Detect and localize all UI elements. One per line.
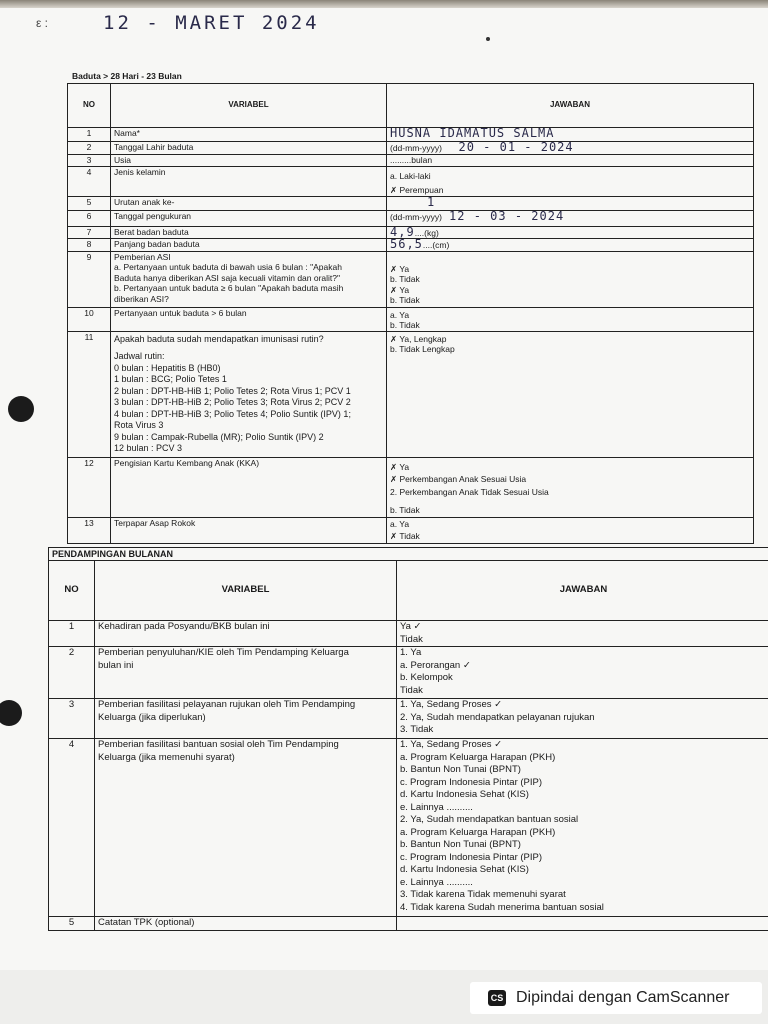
answer-option: a. Ya bbox=[390, 518, 410, 529]
answer-option: b. Tidak bbox=[390, 320, 420, 330]
answer-option: a. Program Keluarga Harapan (PKH) bbox=[400, 826, 556, 838]
question-text: Pemberian penyuluhan/KIE oleh Tim Pendamping Keluarga bbox=[98, 647, 349, 658]
row-no: 5 bbox=[49, 917, 95, 931]
row-no: 6 bbox=[68, 210, 111, 226]
schedule-title: Jadwal rutin: bbox=[114, 351, 165, 361]
answer-format: (dd-mm-yyyy) bbox=[390, 211, 442, 222]
answer-option: ✗ Ya, Lengkap bbox=[390, 333, 447, 344]
question-text: diberikan ASI? bbox=[114, 293, 169, 304]
schedule-line: 2 bulan : DPT-HB-HiB 1; Polio Tetes 2; Rota Virus 1; PCV 1 bbox=[114, 385, 351, 396]
answer-option: b. Kelompok bbox=[400, 672, 453, 683]
answer-option: b. Bantun Non Tunai (BPNT) bbox=[400, 764, 521, 775]
row-variabel: Berat badan baduta bbox=[111, 226, 387, 239]
answer-option: d. Kartu Indonesia Sehat (KIS) bbox=[400, 789, 529, 800]
answer-option: b. Tidak Lengkap bbox=[390, 344, 455, 354]
question-text: a. Pertanyaan untuk baduta di bawah usia 6 bulan : "Apakah bbox=[114, 262, 342, 272]
question-text: bulan ini bbox=[98, 659, 134, 671]
header-variabel: VARIABEL bbox=[111, 84, 387, 128]
row-no: 1 bbox=[49, 621, 95, 647]
row-no: 3 bbox=[49, 699, 95, 739]
answer-option: a. Perorangan ✓ bbox=[400, 659, 471, 671]
corner-marks: ε : bbox=[36, 16, 49, 30]
row-variabel: Usia bbox=[111, 154, 387, 166]
row-jawaban bbox=[397, 621, 768, 647]
answer-unit: ....(kg) bbox=[414, 227, 439, 238]
answer-option: ✗ Perkembangan Anak Sesuai Usia bbox=[390, 474, 527, 484]
row-jawaban bbox=[387, 166, 754, 196]
row-no: 9 bbox=[68, 251, 111, 307]
question-text: Apakah baduta sudah mendapatkan imunisasi rutin? bbox=[114, 333, 324, 344]
row-no: 11 bbox=[68, 331, 111, 457]
row-jawaban bbox=[387, 307, 754, 331]
ink-dot bbox=[486, 37, 490, 41]
answer-option: a. Program Keluarga Harapan (PKH) bbox=[400, 751, 556, 763]
row-variabel bbox=[111, 331, 387, 457]
row-variabel bbox=[111, 251, 387, 307]
row-jawaban bbox=[387, 251, 754, 307]
answer-option: ✗ Perempuan bbox=[390, 185, 444, 195]
question-text: b. Pertanyaan untuk baduta ≥ 6 bulan "Apakah baduta masih bbox=[114, 283, 344, 293]
punch-hole bbox=[8, 396, 34, 422]
answer-option: ✗ Ya bbox=[390, 284, 410, 295]
schedule-line: 12 bulan : PCV 3 bbox=[114, 443, 183, 453]
row-variabel bbox=[95, 699, 397, 739]
answer-format: (dd-mm-yyyy) bbox=[390, 143, 442, 153]
answer-option: ✗ Ya bbox=[390, 461, 410, 472]
header-jawaban: JAWABAN bbox=[387, 84, 754, 128]
answer-option: c. Program Indonesia Pintar (PIP) bbox=[400, 776, 543, 788]
answer-option: b. Tidak bbox=[390, 274, 420, 284]
row-jawaban bbox=[387, 239, 754, 252]
row-jawaban bbox=[387, 196, 754, 210]
row-jawaban bbox=[387, 142, 754, 155]
pendampingan-table bbox=[48, 547, 768, 931]
schedule-line: 0 bulan : Hepatitis B (HB0) bbox=[114, 362, 221, 373]
question-text: Pemberian fasilitasi bantuan sosial oleh Tim Pendamping bbox=[98, 739, 339, 750]
answer-option: 2. Ya, Sudah mendapatkan bantuan sosial bbox=[400, 814, 579, 825]
handwritten-answer: 12 - 03 - 2024 bbox=[449, 210, 565, 223]
row-variabel: Jenis kelamin bbox=[111, 166, 387, 196]
answer-option: e. Lainnya .......... bbox=[400, 876, 473, 888]
baduta-table bbox=[67, 83, 754, 544]
row-no: 12 bbox=[68, 457, 111, 517]
answer-option: a. Laki-laki bbox=[390, 170, 431, 181]
row-no: 3 bbox=[68, 154, 111, 166]
header-jawaban: JAWABAN bbox=[397, 561, 768, 621]
answer-option: b. Bantun Non Tunai (BPNT) bbox=[400, 839, 521, 850]
row-variabel: Kehadiran pada Posyandu/BKB bulan ini bbox=[95, 621, 397, 647]
row-variabel: Catatan TPK (optional) bbox=[95, 917, 397, 931]
answer-option: e. Lainnya .......... bbox=[400, 801, 473, 813]
row-jawaban bbox=[387, 226, 754, 239]
schedule-line: 9 bulan : Campak-Rubella (MR); Polio Suntik (IPV) 2 bbox=[114, 431, 324, 442]
answer-option: Ya ✓ bbox=[400, 621, 422, 632]
row-no: 8 bbox=[68, 239, 111, 252]
answer-option: d. Kartu Indonesia Sehat (KIS) bbox=[400, 864, 529, 875]
handwritten-answer: 20 - 01 - 2024 bbox=[458, 141, 574, 154]
answer-option: 2. Ya, Sudah mendapatkan pelayanan rujukan bbox=[400, 711, 595, 723]
row-no: 4 bbox=[68, 166, 111, 196]
question-text: Keluarga (jika memenuhi syarat) bbox=[98, 751, 235, 763]
answer-option: 4. Tidak karena Sudah menerima bantuan sosial bbox=[400, 901, 604, 913]
answer-option: b. Tidak bbox=[390, 505, 420, 515]
row-jawaban bbox=[397, 917, 768, 931]
row-variabel bbox=[95, 647, 397, 699]
row-no: 4 bbox=[49, 739, 95, 917]
row-variabel: Tanggal pengukuran bbox=[111, 210, 387, 226]
answer-option: 1. Ya, Sedang Proses ✓ bbox=[400, 739, 503, 750]
row-no: 7 bbox=[68, 226, 111, 239]
answer-option: Tidak bbox=[400, 633, 423, 645]
camscanner-watermark bbox=[470, 982, 762, 1014]
row-variabel: Tanggal Lahir baduta bbox=[111, 142, 387, 155]
question-text: Keluarga (jika diperlukan) bbox=[98, 711, 206, 723]
schedule-line: 4 bulan : DPT-HB-HiB 3; Polio Tetes 4; Polio Suntik (IPV) 1; bbox=[114, 408, 351, 419]
row-jawaban: .........bulan bbox=[387, 154, 754, 166]
row-no: 1 bbox=[68, 128, 111, 142]
row-variabel: Pertanyaan untuk baduta > 6 bulan bbox=[111, 307, 387, 331]
question-text: Pemberian ASI bbox=[114, 251, 171, 262]
camscanner-text: Dipindai dengan CamScanner bbox=[516, 989, 730, 1006]
row-variabel: Panjang badan baduta bbox=[111, 239, 387, 252]
row-jawaban bbox=[387, 128, 754, 142]
schedule-line: 1 bulan : BCG; Polio Tetes 1 bbox=[114, 374, 227, 384]
answer-option: c. Program Indonesia Pintar (PIP) bbox=[400, 851, 543, 863]
answer-option: Tidak bbox=[400, 684, 423, 696]
header-no: NO bbox=[68, 84, 111, 128]
handwritten-answer: 56,5 bbox=[390, 238, 423, 251]
row-variabel: Urutan anak ke- bbox=[111, 196, 387, 210]
schedule-line: 3 bulan : DPT-HB-HiB 2; Polio Tetes 3; Rota Virus 2; PCV 2 bbox=[114, 397, 351, 407]
row-jawaban bbox=[387, 210, 754, 226]
header-variabel: VARIABEL bbox=[95, 561, 397, 621]
handwritten-answer: 4,9 bbox=[390, 226, 415, 239]
row-jawaban bbox=[387, 331, 754, 457]
row-variabel: Nama* bbox=[111, 128, 387, 142]
schedule-line: Rota Virus 3 bbox=[114, 420, 164, 430]
answer-option: a. Ya bbox=[390, 309, 410, 320]
row-jawaban bbox=[387, 457, 754, 517]
camscanner-logo-icon: CS bbox=[488, 990, 506, 1006]
answer-option: ✗ Tidak bbox=[390, 530, 420, 541]
answer-option: 1. Ya, Sedang Proses ✓ bbox=[400, 699, 503, 710]
row-jawaban bbox=[397, 699, 768, 739]
answer-option: 2. Perkembangan Anak Tidak Sesuai Usia bbox=[390, 486, 549, 497]
question-text: Baduta hanya diberikan ASI saja kecuali vitamin dan oralit?" bbox=[114, 272, 341, 283]
section2-title: PENDAMPINGAN BULANAN bbox=[49, 548, 768, 561]
answer-option: ✗ Ya bbox=[390, 263, 410, 274]
header-no: NO bbox=[49, 561, 95, 621]
row-variabel: Pengisian Kartu Kembang Anak (KKA) bbox=[111, 457, 387, 517]
row-no: 2 bbox=[49, 647, 95, 699]
answer-option: 1. Ya bbox=[400, 647, 422, 658]
answer-option: 3. Tidak karena Tidak memenuhi syarat bbox=[400, 889, 566, 900]
row-jawaban bbox=[397, 647, 768, 699]
answer-option: b. Tidak bbox=[390, 295, 420, 305]
row-no: 10 bbox=[68, 307, 111, 331]
row-jawaban bbox=[397, 739, 768, 917]
scan-edge bbox=[0, 0, 768, 8]
question-text: Pemberian fasilitasi pelayanan rujukan oleh Tim Pendamping bbox=[98, 699, 356, 710]
handwritten-answer: HUSNA IDAMATUS SALMA bbox=[390, 127, 555, 140]
handwritten-date: 12 - MARET 2024 bbox=[103, 12, 320, 34]
row-jawaban bbox=[387, 517, 754, 543]
row-no: 2 bbox=[68, 142, 111, 155]
row-variabel bbox=[95, 739, 397, 917]
section1-title: Baduta > 28 Hari - 23 Bulan bbox=[72, 71, 182, 81]
row-no: 13 bbox=[68, 517, 111, 543]
row-variabel: Terpapar Asap Rokok bbox=[111, 517, 387, 543]
handwritten-answer: 1 bbox=[427, 196, 436, 209]
row-no: 5 bbox=[68, 196, 111, 210]
answer-unit: ....(cm) bbox=[422, 240, 450, 250]
answer-option: 3. Tidak bbox=[400, 724, 434, 735]
